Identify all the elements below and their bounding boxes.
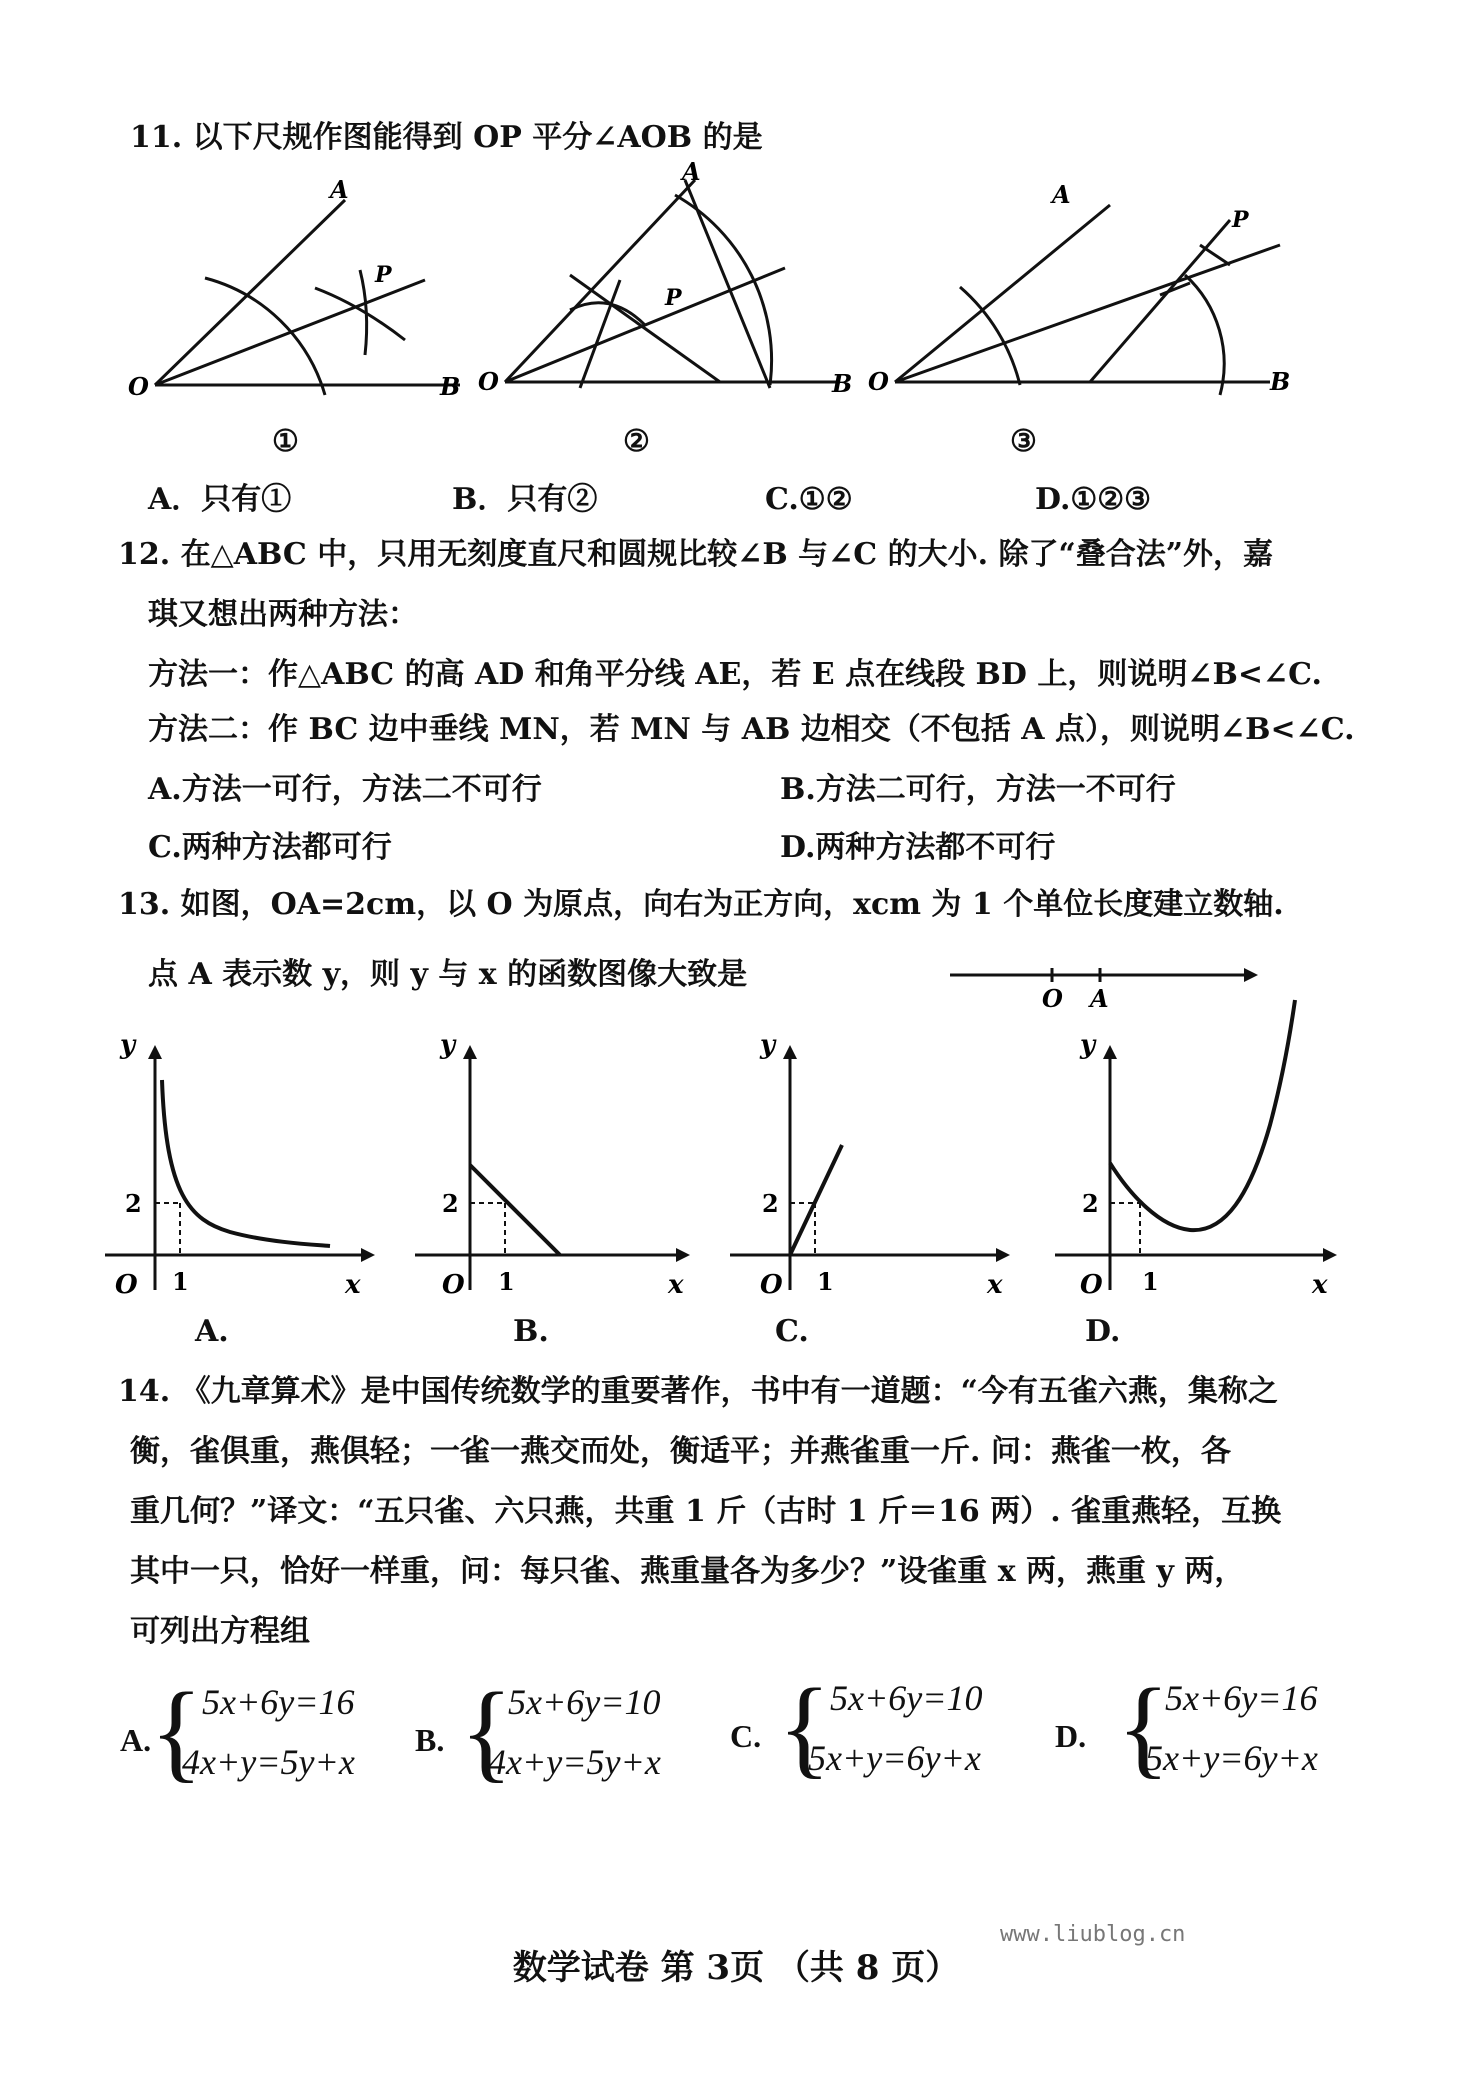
- brace: {: [778, 1666, 831, 1788]
- pt-o: O: [128, 372, 149, 401]
- origin-label: O: [442, 1270, 465, 1300]
- tick-x-1: 1: [1142, 1267, 1159, 1296]
- brace: {: [150, 1670, 203, 1792]
- pt-p: P: [1232, 207, 1249, 233]
- q13-graph-a: [100, 1035, 390, 1305]
- brace: {: [1117, 1666, 1170, 1788]
- tick-y-2: 2: [762, 1189, 779, 1218]
- q13-graph-b: [410, 1035, 700, 1305]
- equation-2: 5x+y=6y+x: [808, 1738, 981, 1778]
- q12-method-2: 方法二：作 BC 边中垂线 MN，若 MN 与 AB 边相交（不包括 A 点），则说明∠B<∠C.: [148, 712, 1355, 747]
- axis-x-label: x: [668, 1270, 684, 1300]
- q13-graph-label-c[interactable]: C.: [775, 1314, 809, 1349]
- axis-y-label: y: [120, 1035, 136, 1060]
- axis-x-label: x: [987, 1270, 1003, 1300]
- q13-graph-label-a[interactable]: A.: [195, 1314, 229, 1349]
- axis-y-label: y: [440, 1035, 456, 1060]
- tick-y-2: 2: [442, 1189, 459, 1218]
- axis-y-label: y: [1080, 1030, 1096, 1060]
- axis-x-label: x: [345, 1270, 361, 1300]
- q12-option-c[interactable]: C.两种方法都可行: [148, 830, 392, 865]
- pt-b: B: [1270, 367, 1291, 396]
- parallel-line: [1090, 220, 1230, 382]
- pt-a: A: [682, 160, 701, 186]
- ray-op: [895, 245, 1280, 382]
- tick-y-2: 2: [125, 1189, 142, 1218]
- arc-center-o: [960, 287, 1020, 385]
- brace: {: [460, 1670, 513, 1792]
- segment-d-b: [570, 275, 720, 382]
- option-label: D.: [1055, 1718, 1087, 1754]
- tick-x-1: 1: [817, 1267, 834, 1296]
- q14-line-5: 可列出方程组: [130, 1614, 310, 1649]
- q13-line-1: 13. 如图，OA=2cm，以 O 为原点，向右为正方向，xcm 为 1 个单位长度建立数轴.: [118, 887, 1284, 922]
- q11-fig-label-3: ③: [1010, 424, 1037, 459]
- q14-line-4: 其中一只，恰好一样重，问：每只雀、燕重量各为多少？”设雀重 x 两，燕重 y 两，: [130, 1554, 1245, 1589]
- ray-oa: [895, 205, 1110, 382]
- pt-o: O: [478, 367, 499, 396]
- tick-x-1: 1: [498, 1267, 515, 1296]
- ray-oa: [155, 200, 345, 385]
- option-label: B.: [415, 1722, 445, 1758]
- q11-figure-2: [470, 160, 860, 410]
- q14-line-1: 14. 《九章算术》是中国传统数学的重要著作，书中有一道题：“今有五雀六燕，集称之: [118, 1374, 1278, 1409]
- q12-line-2: 琪又想出两种方法：: [148, 597, 418, 632]
- page-footer: 数学试卷 第 3页 （共 8 页）: [512, 1948, 960, 1988]
- q13-graph-c: [725, 1035, 1015, 1305]
- origin-label: O: [115, 1270, 138, 1300]
- arc-second: [1185, 275, 1224, 395]
- q11-option-d[interactable]: D.①②③: [1035, 482, 1152, 517]
- option-label: C.: [730, 1718, 762, 1754]
- equation-2: 5x+y=6y+x: [1145, 1738, 1318, 1778]
- q11-figure-1: [120, 170, 480, 410]
- numberline-o: O: [1042, 984, 1063, 1013]
- ray-oa: [505, 180, 695, 382]
- equation-2: 4x+y=5y+x: [182, 1742, 355, 1782]
- q11-option-b[interactable]: B．只有②: [452, 482, 598, 517]
- pt-b: B: [440, 372, 461, 401]
- arc-from-a: [315, 288, 405, 340]
- q11-option-c[interactable]: C.①②: [765, 482, 853, 517]
- equation-1: 5x+6y=16: [202, 1682, 355, 1722]
- pt-p: P: [375, 262, 392, 288]
- equation-1: 5x+6y=10: [508, 1682, 661, 1722]
- q13-graph-label-b[interactable]: B.: [513, 1314, 549, 1349]
- q14-option-a[interactable]: [120, 1672, 420, 1802]
- equation-1: 5x+6y=10: [830, 1678, 983, 1718]
- watermark: www.liublog.cn: [1000, 1922, 1186, 1947]
- q14-line-2: 衡，雀俱重，燕俱轻；一雀一燕交而处，衡适平；并燕雀重一斤. 问：燕雀一枚，各: [130, 1434, 1231, 1469]
- pt-p: P: [665, 285, 682, 311]
- q14-option-d[interactable]: [1055, 1668, 1385, 1798]
- q11-figure-3: [860, 165, 1300, 410]
- q11-stem: 11. 以下尺规作图能得到 OP 平分∠AOB 的是: [130, 120, 763, 155]
- q14-option-b[interactable]: [410, 1672, 740, 1802]
- pt-a: A: [1052, 180, 1071, 209]
- origin-label: O: [1080, 1270, 1103, 1300]
- origin-label: O: [760, 1270, 783, 1300]
- pt-a: A: [330, 175, 349, 204]
- numberline-a: A: [1090, 984, 1109, 1013]
- tick-y-2: 2: [1082, 1189, 1099, 1218]
- q12-method-1: 方法一：作△ABC 的高 AD 和角平分线 AE，若 E 点在线段 BD 上，则说明∠B<∠C.: [148, 657, 1322, 692]
- q12-option-a[interactable]: A.方法一可行，方法二不可行: [148, 772, 542, 807]
- axis-y-label: y: [760, 1035, 776, 1060]
- segment-a-c: [685, 180, 770, 388]
- equation-1: 5x+6y=16: [1165, 1678, 1318, 1718]
- q11-option-a[interactable]: A．只有①: [148, 482, 292, 517]
- q14-option-c[interactable]: [730, 1668, 1050, 1798]
- q14-line-3: 重几何？”译文：“五只雀、六只燕，共重 1 斤（古时 1 斤＝16 两）. 雀重燕轻，互换: [130, 1494, 1282, 1529]
- q13-graph-label-d[interactable]: D.: [1085, 1314, 1121, 1349]
- tick-x-1: 1: [172, 1267, 189, 1296]
- option-label: A.: [120, 1722, 152, 1758]
- q13-line-2: 点 A 表示数 y，则 y 与 x 的函数图像大致是: [148, 957, 748, 992]
- q11-fig-label-2: ②: [623, 424, 650, 459]
- tick-mark-2: [1200, 245, 1230, 265]
- q12-option-d[interactable]: D.两种方法都不可行: [780, 830, 1056, 865]
- q13-graph-d: [1050, 995, 1350, 1305]
- axis-x-label: x: [1312, 1270, 1328, 1300]
- arc-center-o: [205, 278, 325, 395]
- pt-o: O: [868, 367, 889, 396]
- equation-2: 4x+y=5y+x: [488, 1742, 661, 1782]
- q12-line-1: 12. 在△ABC 中，只用无刻度直尺和圆规比较∠B 与∠C 的大小. 除了“叠合法”外，嘉: [118, 537, 1274, 572]
- pt-b: B: [832, 369, 853, 398]
- q11-fig-label-1: ①: [272, 424, 299, 459]
- q12-option-b[interactable]: B.方法二可行，方法一不可行: [780, 772, 1176, 807]
